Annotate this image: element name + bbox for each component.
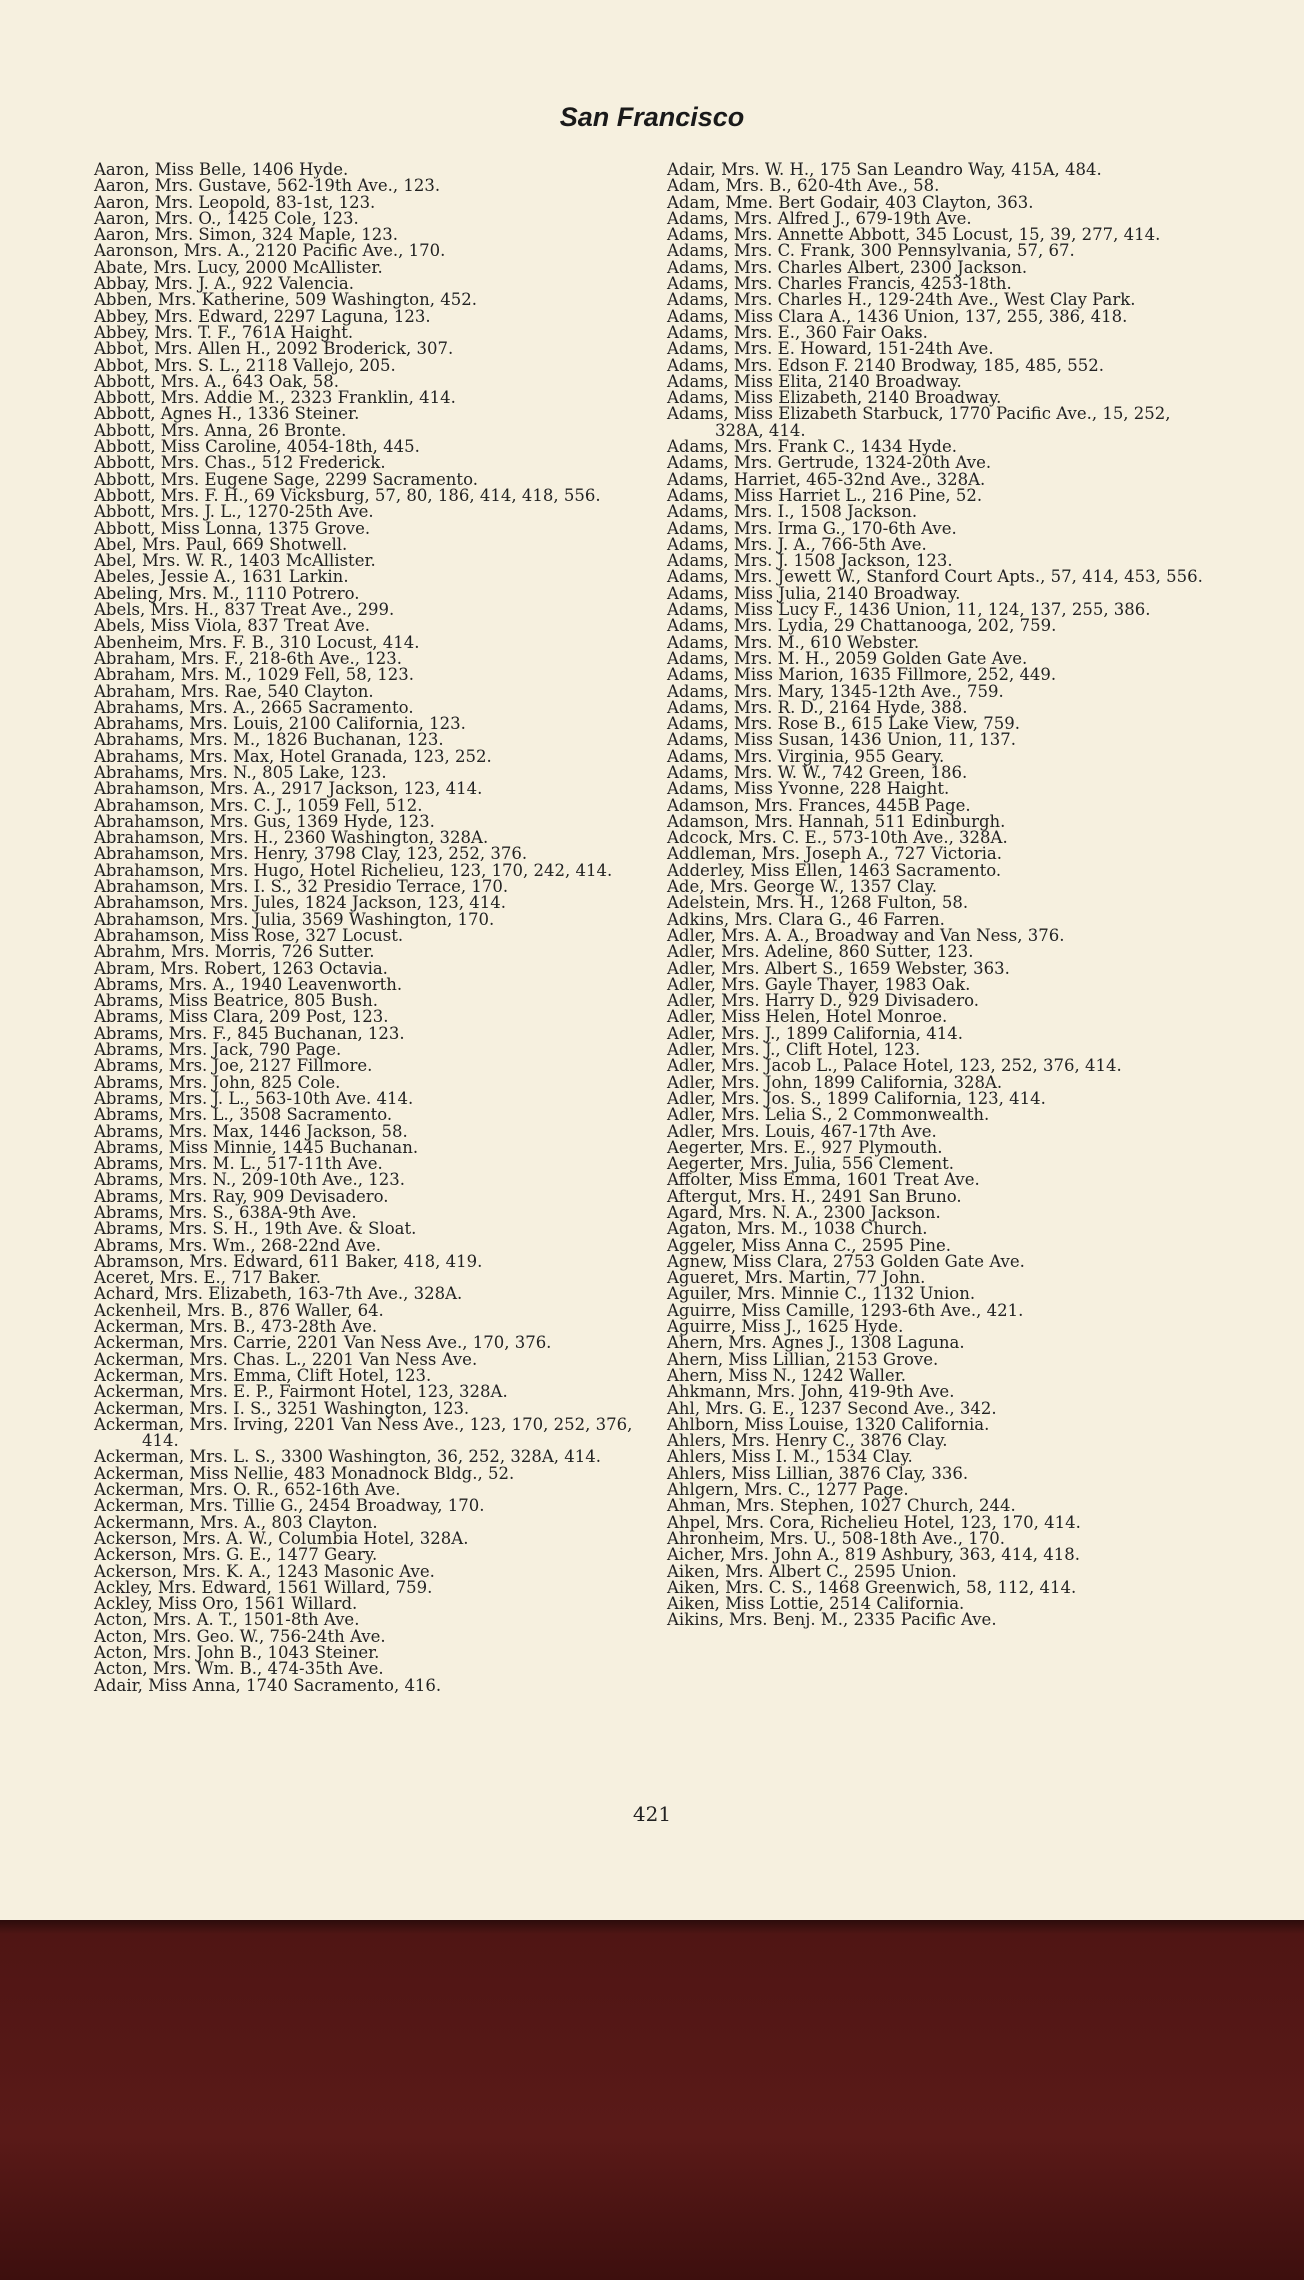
directory-entry: Adams, Mrs. M. H., 2059 Golden Gate Ave. xyxy=(667,648,1028,668)
directory-entry: Abram, Mrs. Robert, 1263 Octavia. xyxy=(94,958,388,978)
directory-entry: Adler, Mrs. Jos. S., 1899 California, 123, 414. xyxy=(667,1088,1046,1108)
directory-entry: Aegerter, Mrs. E., 927 Plymouth. xyxy=(667,1137,943,1157)
directory-entry: Adler, Mrs. J., 1899 California, 414. xyxy=(667,1023,964,1043)
directory-entry: Adler, Mrs. Gayle Thayer, 1983 Oak. xyxy=(667,974,971,994)
directory-entry: Abrams, Mrs. Joe, 2127 Fillmore. xyxy=(94,1056,373,1076)
directory-entry: Affolter, Miss Emma, 1601 Treat Ave. xyxy=(667,1170,980,1190)
directory-entry: Abrahm, Mrs. Morris, 726 Sutter. xyxy=(94,942,375,962)
right-column xyxy=(667,162,1217,1629)
directory-entry: Abeles, Jessie A., 1631 Larkin. xyxy=(94,567,349,587)
directory-entry: Abrams, Miss Beatrice, 805 Bush. xyxy=(94,991,379,1011)
directory-entry: Abrams, Mrs. L., 3508 Sacramento. xyxy=(94,1105,393,1125)
directory-entry: Abrahams, Mrs. N., 805 Lake, 123. xyxy=(94,762,387,782)
directory-entry: Abraham, Mrs. M., 1029 Fell, 58, 123. xyxy=(94,665,414,685)
directory-entry: Abbott, Mrs. J. L., 1270-25th Ave. xyxy=(94,502,374,522)
directory-entry: Abbott, Miss Lonna, 1375 Grove. xyxy=(94,518,371,538)
directory-entry: Aaron, Mrs. Simon, 324 Maple, 123. xyxy=(94,225,399,245)
directory-entry: Addleman, Mrs. Joseph A., 727 Victoria. xyxy=(667,844,1002,864)
directory-entry: Adams, Miss Elizabeth, 2140 Broadway. xyxy=(667,388,1002,408)
directory-entry: Aaronson, Mrs. A., 2120 Pacific Ave., 170. xyxy=(94,241,446,261)
directory-entry: Ahman, Mrs. Stephen, 1027 Church, 244. xyxy=(667,1496,1016,1516)
directory-entry: Abbott, Mrs. A., 643 Oak, 58. xyxy=(94,371,339,391)
directory-entry: Abbott, Agnes H., 1336 Steiner. xyxy=(94,404,360,424)
directory-entry: Abrahamson, Mrs. Julia, 3569 Washington, 170. xyxy=(94,909,495,929)
directory-entry: Abrahamson, Mrs. Hugo, Hotel Richelieu, 123, 170, 242, 414. xyxy=(94,860,613,880)
directory-entry: Ahlborn, Miss Louise, 1320 California. xyxy=(667,1414,990,1434)
directory-entry: Aguirre, Miss Camille, 1293-6th Ave., 421. xyxy=(667,1300,1024,1320)
directory-entry: Acton, Mrs. Geo. W., 756-24th Ave. xyxy=(94,1626,386,1646)
directory-entry: Adams, Mrs. Alfred J., 679-19th Ave. xyxy=(667,208,972,228)
directory-entry: Adler, Miss Helen, Hotel Monroe. xyxy=(667,1007,948,1027)
directory-entry: Adams, Mrs. Edson F. 2140 Brodway, 185, 485, 552. xyxy=(667,355,1104,375)
directory-entry: Aguiler, Mrs. Minnie C., 1132 Union. xyxy=(667,1284,976,1304)
directory-entry: Abate, Mrs. Lucy, 2000 McAllister. xyxy=(94,257,383,277)
directory-entry: Adams, Mrs. M., 610 Webster. xyxy=(667,632,920,652)
directory-entry: Adam, Mme. Bert Godair, 403 Clayton, 363. xyxy=(667,192,1034,212)
directory-entry: Aftergut, Mrs. H., 2491 San Bruno. xyxy=(667,1186,962,1206)
directory-entry: Adams, Mrs. E. Howard, 151-24th Ave. xyxy=(667,339,994,359)
directory-entry: Ackerman, Mrs. Emma, Clift Hotel, 123. xyxy=(94,1365,432,1385)
directory-entry: Abramson, Mrs. Edward, 611 Baker, 418, 419. xyxy=(94,1251,483,1271)
directory-entry: Agard, Mrs. N. A., 2300 Jackson. xyxy=(667,1203,941,1222)
page-number: 421 xyxy=(632,1802,672,1826)
directory-entry: Abrams, Mrs. A., 1940 Leavenworth. xyxy=(94,974,403,994)
directory-entry: Abrams, Mrs. J. L., 563-10th Ave. 414. xyxy=(94,1088,414,1108)
directory-entry: Ackerson, Mrs. K. A., 1243 Masonic Ave. xyxy=(94,1561,435,1581)
directory-entry: Adderley, Miss Ellen, 1463 Sacramento. xyxy=(667,860,1002,880)
directory-entry: Ackerman, Mrs. Carrie, 2201 Van Ness Ave., 170, 376. xyxy=(94,1333,552,1353)
directory-entry: Abeling, Mrs. M., 1110 Potrero. xyxy=(94,583,360,603)
directory-entry: Adams, Mrs. E., 360 Fair Oaks. xyxy=(667,322,928,342)
directory-entry: Ahern, Miss N., 1242 Waller. xyxy=(667,1365,907,1385)
directory-entry: Ackley, Mrs. Edward, 1561 Willard, 759. xyxy=(94,1577,433,1597)
directory-entry: Aikins, Mrs. Benj. M., 2335 Pacific Ave. xyxy=(667,1610,997,1630)
directory-entry: Ackerman, Mrs. E. P., Fairmont Hotel, 123, 328A. xyxy=(94,1382,508,1402)
directory-entry: Ahpel, Mrs. Cora, Richelieu Hotel, 123, 170, 414. xyxy=(667,1512,1081,1532)
directory-entry: Abrams, Mrs. Wm., 268-22nd Ave. xyxy=(94,1235,381,1255)
directory-entry: Ackerman, Miss Nellie, 483 Monadnock Bldg., 52. xyxy=(94,1463,515,1483)
directory-entry: Abbott, Mrs. Addie M., 2323 Franklin, 414. xyxy=(94,388,456,408)
directory-entry: Adair, Mrs. W. H., 175 San Leandro Way, 415A, 484. xyxy=(667,160,1102,179)
directory-entry: Adams, Harriet, 465-32nd Ave., 328A. xyxy=(667,469,986,489)
directory-entry: Ackermann, Mrs. A., 803 Clayton. xyxy=(94,1512,378,1532)
directory-entry: Abbott, Miss Caroline, 4054-18th, 445. xyxy=(94,437,420,457)
directory-entry: Agueret, Mrs. Martin, 77 John. xyxy=(667,1268,926,1288)
directory-entry: Adcock, Mrs. C. E., 573-10th Ave., 328A. xyxy=(667,828,1008,848)
directory-entry: Abel, Mrs. W. R., 1403 McAllister. xyxy=(94,551,376,571)
directory-entry: Adler, Mrs. A. A., Broadway and Van Ness, 376. xyxy=(667,925,1065,945)
directory-entry: Abrahamson, Mrs. Gus, 1369 Hyde, 123. xyxy=(94,811,435,831)
directory-entry: Abbott, Mrs. Chas., 512 Frederick. xyxy=(94,453,386,473)
directory-entry: Ackerson, Mrs. G. E., 1477 Geary. xyxy=(94,1545,378,1565)
directory-entry: Ade, Mrs. George W., 1357 Clay. xyxy=(667,877,937,897)
directory-entry: Ackerman, Mrs. Tillie G., 2454 Broadway, 170. xyxy=(94,1496,485,1516)
directory-entry: Agnew, Miss Clara, 2753 Golden Gate Ave. xyxy=(667,1251,1025,1271)
directory-entry: Ahlgern, Mrs. C., 1277 Page. xyxy=(667,1480,909,1500)
directory-entry: Adams, Mrs. Frank C., 1434 Hyde. xyxy=(667,437,957,457)
directory-entry: Aiken, Mrs. C. S., 1468 Greenwich, 58, 112, 414. xyxy=(667,1577,1077,1597)
directory-entry: Ahronheim, Mrs. U., 508-18th Ave., 170. xyxy=(667,1528,1006,1548)
directory-entry: Abrahamson, Mrs. H., 2360 Washington, 328A. xyxy=(94,828,489,848)
directory-entry: Adams, Mrs. Gertrude, 1324-20th Ave. xyxy=(667,453,992,473)
directory-entry: Ahl, Mrs. G. E., 1237 Second Ave., 342. xyxy=(667,1398,997,1418)
directory-entry: Abels, Miss Viola, 837 Treat Ave. xyxy=(94,616,370,636)
directory-entry: Aaron, Mrs. Gustave, 562-19th Ave., 123. xyxy=(94,176,441,196)
directory-entry: Adams, Mrs. Rose B., 615 Lake View, 759. xyxy=(667,714,1020,734)
directory-entry: Adams, Mrs. Charles H., 129-24th Ave., West Clay Park. xyxy=(667,290,1136,310)
directory-entry: Adler, Mrs. John, 1899 California, 328A. xyxy=(667,1072,1003,1092)
directory-entry: Adam, Mrs. B., 620-4th Ave., 58. xyxy=(667,176,940,196)
directory-entry: Abrams, Mrs. S. H., 19th Ave. & Sloat. xyxy=(94,1219,417,1239)
directory-entry: Aaron, Mrs. O., 1425 Cole, 123. xyxy=(94,208,359,228)
directory-entry: Adams, Miss Julia, 2140 Broadway. xyxy=(667,583,961,603)
directory-entry: Adams, Mrs. Irma G., 170-6th Ave. xyxy=(667,518,957,538)
directory-entry: Adams, Mrs. Annette Abbott, 345 Locust, 15, 39, 277, 414. xyxy=(667,225,1161,245)
directory-entry: Adams, Mrs. Charles Albert, 2300 Jackson. xyxy=(667,257,1028,277)
directory-entry: Adelstein, Mrs. H., 1268 Fulton, 58. xyxy=(667,893,969,913)
directory-entry: Adamson, Mrs. Frances, 445B Page. xyxy=(667,795,971,815)
directory-entry: Adler, Mrs. Lelia S., 2 Commonwealth. xyxy=(667,1105,990,1125)
directory-entry: Adams, Mrs. R. D., 2164 Hyde, 388. xyxy=(667,697,968,717)
directory-entry: Abrams, Mrs. S., 638A-9th Ave. xyxy=(94,1203,357,1222)
directory-entry: Abrahams, Mrs. Louis, 2100 California, 123. xyxy=(94,714,466,734)
directory-entry: Abbott, Mrs. Anna, 26 Bronte. xyxy=(94,420,347,440)
directory-entry: Aiken, Mrs. Albert C., 2595 Union. xyxy=(667,1561,957,1581)
left-column xyxy=(94,162,654,1694)
directory-entry: Abraham, Mrs. F., 218-6th Ave., 123. xyxy=(94,648,403,668)
directory-entry: Adams, Miss Marion, 1635 Fillmore, 252, 449. xyxy=(667,665,1057,685)
directory-entry: Abrahamson, Miss Rose, 327 Locust. xyxy=(94,925,404,945)
directory-entry: Adams, Mrs. J. 1508 Jackson, 123. xyxy=(667,551,953,571)
directory-entry: Achard, Mrs. Elizabeth, 163-7th Ave., 328A. xyxy=(94,1284,463,1304)
directory-entry: Adams, Mrs. W. W., 742 Green, 186. xyxy=(667,762,968,782)
directory-entry: Ahern, Mrs. Agnes J., 1308 Laguna. xyxy=(667,1333,965,1353)
directory-entry: Ahlers, Miss Lillian, 3876 Clay, 336. xyxy=(667,1463,969,1483)
directory-entry: Adams, Miss Lucy F., 1436 Union, 11, 124, 137, 255, 386. xyxy=(667,600,1151,620)
directory-entry: Abrams, Mrs. Jack, 790 Page. xyxy=(94,1040,342,1060)
directory-entry: Aguirre, Miss J., 1625 Hyde. xyxy=(667,1317,904,1337)
directory-entry: Adams, Mrs. Lydia, 29 Chattanooga, 202, 759. xyxy=(667,616,1057,636)
directory-entry: Abbey, Mrs. Edward, 2297 Laguna, 123. xyxy=(94,306,431,326)
directory-entry: Ackenheil, Mrs. B., 876 Waller, 64. xyxy=(94,1300,384,1320)
directory-entry: Ackerman, Mrs. O. R., 652-16th Ave. xyxy=(94,1480,401,1500)
directory-entry: Abrams, Mrs. M. L., 517-11th Ave. xyxy=(94,1154,383,1174)
directory-entry: Adler, Mrs. Louis, 467-17th Ave. xyxy=(667,1121,937,1141)
directory-entry: Adler, Mrs. J., Clift Hotel, 123. xyxy=(667,1040,921,1060)
directory-entry: Ahlers, Mrs. Henry C., 3876 Clay. xyxy=(667,1431,948,1451)
directory-entry: Adams, Mrs. C. Frank, 300 Pennsylvania, 57, 67. xyxy=(667,241,1075,261)
directory-entry: Abrahamson, Mrs. C. J., 1059 Fell, 512. xyxy=(94,795,423,815)
directory-entry: Abrahamson, Mrs. I. S., 32 Presidio Terrace, 170. xyxy=(94,877,509,897)
directory-entry: Adler, Mrs. Albert S., 1659 Webster, 363. xyxy=(667,958,1010,978)
page-title: San Francisco xyxy=(559,102,745,132)
directory-entry: Abels, Mrs. H., 837 Treat Ave., 299. xyxy=(94,600,395,620)
directory-entry: Acton, Mrs. Wm. B., 474-35th Ave. xyxy=(94,1659,384,1679)
directory-entry: Abrahamson, Mrs. A., 2917 Jackson, 123, 414. xyxy=(94,779,483,799)
directory-entry: Adams, Miss Yvonne, 228 Haight. xyxy=(667,779,950,799)
directory-entry: Ahlers, Miss I. M., 1534 Clay. xyxy=(667,1447,913,1467)
directory-entry: Abbot, Mrs. Allen H., 2092 Broderick, 307. xyxy=(94,339,454,359)
directory-entry: Abbot, Mrs. S. L., 2118 Vallejo, 205. xyxy=(94,355,396,375)
directory-entry: Adams, Miss Clara A., 1436 Union, 137, 255, 386, 418. xyxy=(667,306,1128,326)
directory-entry: Aicher, Mrs. John A., 819 Ashbury, 363, 414, 418. xyxy=(667,1545,1080,1565)
directory-entry: Abbott, Mrs. Eugene Sage, 2299 Sacramento. xyxy=(94,469,478,489)
directory-entry: Abrahams, Mrs. A., 2665 Sacramento. xyxy=(94,697,414,717)
directory-entry: Aegerter, Mrs. Julia, 556 Clement. xyxy=(667,1154,955,1174)
directory-entry: Adams, Mrs. Charles Francis, 4253-18th. xyxy=(667,274,1012,294)
directory-entry: Abrams, Mrs. Ray, 909 Devisadero. xyxy=(94,1186,389,1206)
directory-entry: Adkins, Mrs. Clara G., 46 Farren. xyxy=(667,909,945,929)
directory-entry: Ackerman, Mrs. Chas. L., 2201 Van Ness Ave. xyxy=(94,1349,478,1369)
directory-entry: Adams, Miss Susan, 1436 Union, 11, 137. xyxy=(667,730,1016,750)
directory-entry: Ackerman, Mrs. L. S., 3300 Washington, 36, 252, 328A, 414. xyxy=(94,1447,601,1467)
directory-entry: Ackerman, Mrs. I. S., 3251 Washington, 123. xyxy=(94,1398,470,1418)
directory-entry: Abbay, Mrs. J. A., 922 Valencia. xyxy=(94,274,354,294)
directory-entry: Aceret, Mrs. E., 717 Baker. xyxy=(94,1268,321,1288)
directory-entry: Aiken, Miss Lottie, 2514 California. xyxy=(667,1594,965,1614)
directory-entry: Abrams, Mrs. F., 845 Buchanan, 123. xyxy=(94,1023,405,1043)
directory-entry: Abrams, Mrs. John, 825 Cole. xyxy=(94,1072,341,1092)
directory-entry: Ahern, Miss Lillian, 2153 Grove. xyxy=(667,1349,939,1369)
directory-entry: Adams, Mrs. I., 1508 Jackson. xyxy=(667,502,918,522)
book-cover-background xyxy=(0,1920,1304,2280)
directory-entry: Adler, Mrs. Jacob L., Palace Hotel, 123, 252, 376, 414. xyxy=(667,1056,1122,1076)
directory-entry: Abrahams, Mrs. Max, Hotel Granada, 123, 252. xyxy=(94,746,492,766)
directory-entry: Adams, Miss Elizabeth Starbuck, 1770 Pacific Ave., 15, 252, 328A, 414. xyxy=(667,404,1171,440)
directory-entry: Adams, Miss Elita, 2140 Broadway. xyxy=(667,371,962,391)
directory-entry: Acton, Mrs. A. T., 1501-8th Ave. xyxy=(94,1610,360,1630)
directory-entry: Adams, Mrs. J. A., 766-5th Ave. xyxy=(667,534,927,554)
directory-entry: Abbott, Mrs. F. H., 69 Vicksburg, 57, 80, 186, 414, 418, 556. xyxy=(94,485,601,505)
directory-entry: Adams, Mrs. Mary, 1345-12th Ave., 759. xyxy=(667,681,1004,701)
directory-entry: Abraham, Mrs. Rae, 540 Clayton. xyxy=(94,681,374,701)
directory-entry: Adamson, Mrs. Hannah, 511 Edinburgh. xyxy=(667,811,1006,831)
directory-entry: Abenheim, Mrs. F. B., 310 Locust, 414. xyxy=(94,632,420,652)
directory-entry: Abel, Mrs. Paul, 669 Shotwell. xyxy=(94,534,348,554)
directory-entry: Abrahamson, Mrs. Henry, 3798 Clay, 123, 252, 376. xyxy=(94,844,528,864)
directory-entry: Acton, Mrs. John B., 1043 Steiner. xyxy=(94,1643,380,1663)
directory-entry: Adams, Mrs. Jewett W., Stanford Court Apts., 57, 414, 453, 556. xyxy=(667,567,1203,587)
directory-entry: Adair, Miss Anna, 1740 Sacramento, 416. xyxy=(94,1675,442,1695)
directory-entry: Abrahams, Mrs. M., 1826 Buchanan, 123. xyxy=(94,730,444,750)
directory-entry: Ackerson, Mrs. A. W., Columbia Hotel, 328A. xyxy=(94,1528,469,1548)
directory-entry: Ackley, Miss Oro, 1561 Willard. xyxy=(94,1594,358,1614)
directory-entry: Adams, Miss Harriet L., 216 Pine, 52. xyxy=(667,485,983,505)
directory-entry: Ackerman, Mrs. B., 473-28th Ave. xyxy=(94,1317,378,1337)
directory-entry: Aaron, Miss Belle, 1406 Hyde. xyxy=(94,160,349,179)
directory-entry: Abben, Mrs. Katherine, 509 Washington, 452. xyxy=(94,290,477,310)
directory-entry: Abbey, Mrs. T. F., 761A Haight. xyxy=(94,322,354,342)
directory-entry: Adler, Mrs. Adeline, 860 Sutter, 123. xyxy=(667,942,974,962)
directory-entry: Abrams, Mrs. Max, 1446 Jackson, 58. xyxy=(94,1121,408,1141)
directory-entry: Abrams, Mrs. N., 209-10th Ave., 123. xyxy=(94,1170,406,1190)
directory-entry: Ackerman, Mrs. Irving, 2201 Van Ness Ave., 123, 170, 252, 376, 414. xyxy=(94,1414,633,1451)
directory-entry: Abrams, Miss Clara, 209 Post, 123. xyxy=(94,1007,389,1027)
directory-entry: Abrams, Miss Minnie, 1445 Buchanan. xyxy=(94,1137,419,1157)
directory-entry: Ahkmann, Mrs. John, 419-9th Ave. xyxy=(667,1382,955,1402)
directory-entry: Adams, Mrs. Virginia, 955 Geary. xyxy=(667,746,945,766)
directory-entry: Aaron, Mrs. Leopold, 83-1st, 123. xyxy=(94,192,376,212)
directory-entry: Adler, Mrs. Harry D., 929 Divisadero. xyxy=(667,991,980,1011)
directory-entry: Agaton, Mrs. M., 1038 Church. xyxy=(667,1219,928,1239)
directory-entry: Aggeler, Miss Anna C., 2595 Pine. xyxy=(667,1235,952,1255)
directory-entry: Abrahamson, Mrs. Jules, 1824 Jackson, 123, 414. xyxy=(94,893,506,913)
